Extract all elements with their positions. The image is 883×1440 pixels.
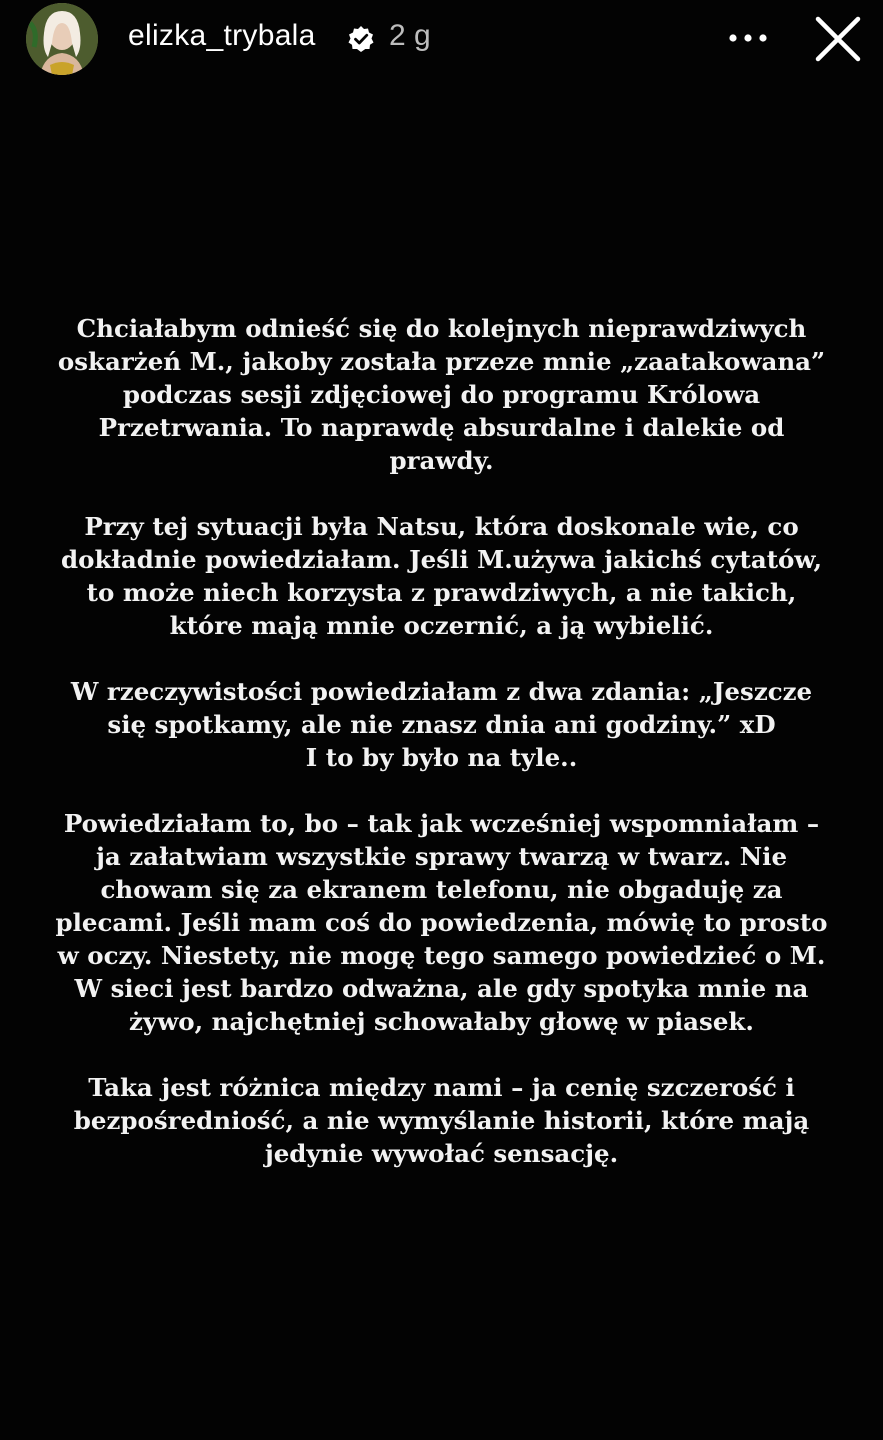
text-line: W rzeczywistości powiedziałam z dwa zdania: „Jeszcze [70,677,813,706]
text-line: żywo, najchętniej schowałaby głowę w piasek. [129,1007,754,1036]
text-line: prawdy. [389,446,494,475]
username[interactable]: elizka_trybala [128,19,316,52]
text-line: jedynie wywołać sensację. [264,1139,619,1168]
text-line: się spotkamy, ale nie znasz dnia ani godziny.” xD [107,710,776,739]
text-line: podczas sesji zdjęciowej do programu Królowa [122,380,761,409]
text-line: Chciałabym odnieść się do kolejnych nieprawdziwych [76,314,807,343]
story-paragraph [30,510,853,642]
text-line: Przy tej sytuacji była Natsu, która doskonale wie, co [84,512,799,541]
avatar[interactable] [26,3,98,75]
more-options-icon[interactable] [726,26,770,50]
text-line: Powiedziałam to, bo – tak jak wcześniej wspomniałam – [63,809,820,838]
text-line: I to by było na tyle.. [305,743,578,772]
story-paragraph [30,675,853,774]
story-header [0,0,883,80]
text-line: które mają mnie oczernić, a ją wybielić. [169,611,714,640]
text-line: Przetrwania. To naprawdę absurdalne i dalekie od [98,413,785,442]
text-line: dokładnie powiedziałam. Jeśli M.używa jakichś cytatów, [60,545,822,574]
story-paragraph [30,312,853,477]
text-line: w oczy. Niestety, nie mogę tego samego powiedzieć o M. [57,941,826,970]
text-line: to może niech korzysta z prawdziwych, a nie takich, [86,578,797,607]
avatar-photo-icon [26,3,98,75]
text-line: plecami. Jeśli mam coś do powiedzenia, mówię to prosto [55,908,828,937]
story-text [30,312,853,1203]
story-paragraph [30,1071,853,1170]
text-line: Taka jest różnica między nami – ja cenię szczerość i [88,1073,795,1102]
text-line: bezpośredniość, a nie wymyślanie historii, które mają [73,1106,810,1135]
close-icon[interactable] [810,11,866,67]
post-time: 2 g [389,19,431,52]
text-line: chowam się za ekranem telefonu, nie obgaduję za [100,875,783,904]
text-line: oskarżeń M., jakoby została przeze mnie „zaatakowana” [57,347,826,376]
text-line: ja załatwiam wszystkie sprawy twarzą w twarz. Nie [95,842,788,871]
story-paragraph [30,807,853,1038]
verified-badge-icon [347,25,375,53]
text-line: W sieci jest bardzo odważna, ale gdy spotyka mnie na [74,974,809,1003]
